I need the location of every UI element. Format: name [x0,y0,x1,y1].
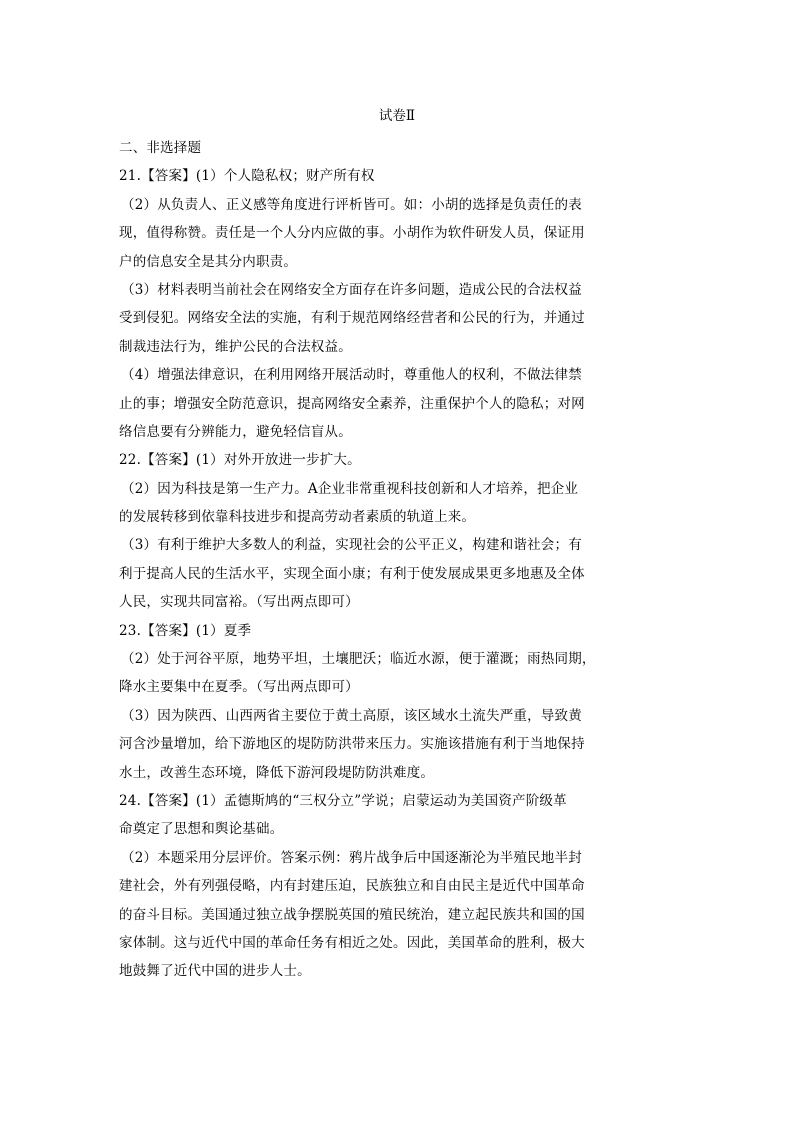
text-line: 止的事；增强安全防范意识，提高网络安全素养，注重保护个人的隐私；对网 [119,395,585,412]
text-line: 络信息要有分辨能力，避免轻信盲从。 [119,423,352,440]
text-line: 家体制。这与近代中国的革命任务有相近之处。因此，美国革命的胜利，极大 [119,934,585,951]
text-line: （2）从负责人、正义感等角度进行评析皆可。如：小胡的选择是负责任的表 [121,196,582,213]
text-line: 人民，实现共同富裕。（写出两点即可） [119,594,359,611]
text-line: 的奋斗目标。美国通过独立战争摆脱英国的殖民统治，建立起民族共和国的国 [119,906,585,923]
text-line: （2）本题采用分层评价。答案示例：鸦片战争后中国逐渐沦为半殖民地半封 [121,849,582,866]
text-line: 制裁违法行为，维护公民的合法权益。 [119,338,352,355]
text-line: 利于提高人民的生活水平，实现全面小康；有利于使发展成果更多地惠及全体 [119,565,585,582]
text-line: 23.【答案】(1）夏季 [119,622,252,639]
text-line: 的发展转移到依靠科技进步和提高劳动者素质的轨道上来。 [119,509,476,526]
text-line: 受到侵犯。网络安全法的实施，有利于规范网络经营者和公民的行为，并通过 [119,310,585,327]
answer-body [119,134,611,986]
text-line: 现，值得称赞。责任是一个人分内应做的事。小胡作为软件研发人员，保证用 [119,225,585,242]
text-line: （3）有利于维护大多数人的利益，实现社会的公平正义，构建和谐社会；有 [121,537,582,554]
text-line: 24.【答案】(1）孟德斯鸠的“三权分立”学说；启蒙运动为美国资产阶级革 [119,792,567,809]
text-line: （4）增强法律意识，在利用网络开展活动时，尊重他人的权利，不做法律禁 [121,367,582,384]
text-line: 21.【答案】(1）个人隐私权；财产所有权 [119,168,375,185]
text-line: 地鼓舞了近代中国的进步人士。 [119,963,311,980]
text-line: 22.【答案】(1）对外开放进一步扩大。 [119,452,361,469]
text-line: 降水主要集中在夏季。（写出两点即可） [119,679,359,696]
page-title: 试卷Ⅱ [378,108,416,124]
text-line: （2）因为科技是第一生产力。A企业非常重视科技创新和人才培养，把企业 [121,480,579,497]
text-line: 建社会，外有列强侵略，内有封建压迫，民族独立和自由民主是近代中国革命 [119,878,585,895]
text-line: （3）材料表明当前社会在网络安全方面存在许多问题，造成公民的合法权益 [121,281,582,298]
text-line: （3）因为陕西、山西两省主要位于黄土高原，该区域水土流失严重，导致黄 [121,707,582,724]
text-line: （2）处于河谷平原，地势平坦，土壤肥沃；临近水源，便于灌溉；雨热同期， [121,651,596,668]
text-line: 水土，改善生态环境，降低下游河段堤防防洪难度。 [119,764,435,781]
text-line: 河含沙量增加，给下游地区的堤防防洪带来压力。实施该措施有利于当地保持 [119,736,585,753]
text-line: 户的信息安全是其分内职责。 [119,253,298,270]
text-line: 命奠定了思想和舆论基础。 [119,821,284,838]
section-heading: 二、非选择题 [119,140,202,156]
